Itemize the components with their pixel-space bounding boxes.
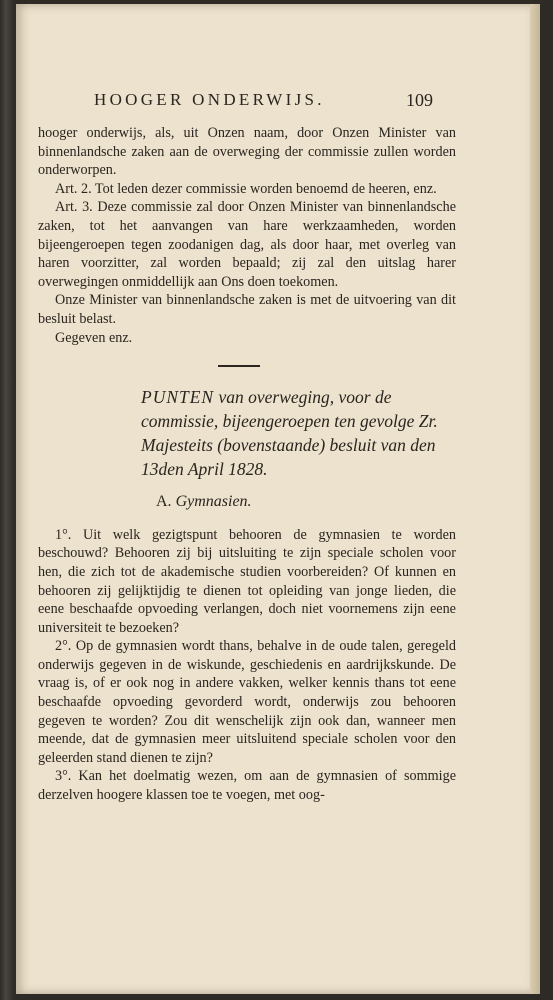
paragraph-gegeven: Gegeven enz. xyxy=(55,329,133,346)
section-heading xyxy=(156,493,456,512)
paragraph-art-2: Art. 2. Tot leden dezer commissie worden benoemd de heeren, enz. xyxy=(55,180,437,197)
section-letter: A. xyxy=(156,493,172,511)
divider-rule xyxy=(218,365,260,367)
paragraph-art-3: Art. 3. Deze commissie zal door Onzen Minister van binnenlandsche zaken, tot het aanvangen van hare werkzaamheden, worden bijeengeroepen tegen zoodanigen dag, als door haar, met overleg van haren voorzitter, zal worden bepaald; zij zal den uitslag harer overwegingen onmiddellijk aan Ons doen toekomen. xyxy=(38,199,456,290)
punten-word: PUNTEN xyxy=(141,387,215,408)
page-edge xyxy=(530,4,540,994)
paragraph-1: hooger onderwijs, als, uit Onzen naam, door Onzen Minister van binnenlandsche zaken aan de overweging der commissie zullen worden onderworpen. xyxy=(38,125,456,179)
running-title: HOOGER ONDERWIJS. xyxy=(94,90,325,109)
question-1: 1°. Uit welk gezigtspunt behooren de gymnasien te worden beschouwd? Behooren zij bij uitsluiting te zijn speciale scholen voor hen, die zich tot de akademische studien voorbereiden? Of kunnen en behooren zij gelijktijdig te dienen tot opleiding van jonge lieden, die eene beschaafde opvoeding verlangen, doch niet voornemens zijn eene universiteit te bezoeken? xyxy=(38,526,456,636)
punten-rest: van overweging, voor de commissie, bijeengeroepen ten gevolge Zr. Majesteits (bovenstaande) besluit van den 13den April 1828. xyxy=(141,387,438,480)
paragraph-minister: Onze Minister van binnenlandsche zaken is met de uitvoering van dit besluit belast. xyxy=(38,292,456,327)
punten-heading xyxy=(141,385,456,481)
question-3: 3°. Kan het doelmatig wezen, om aan de gymnasien of sommige derzelven hoogere klassen toe te voegen, met oog- xyxy=(38,768,456,804)
page-body xyxy=(38,124,456,805)
book-page xyxy=(16,4,540,994)
question-2: 2°. Op de gymnasien wordt thans, behalve in de oude talen, geregeld onderwijs gegeven in de wiskunde, geschiedenis en aardrijkskunde. De vraag is, of er ook nog in andere vakken, welker kennis thans tot eene beschaafde opvoeding gevorderd wordt, onderwijs zou behooren gegeven te worden? Zou dit wenschelijk zijn ook dan, wanneer men meende, dat de gymnasien meer uitsluitend speciale scholen voor den geleerden stand dienen te zijn? xyxy=(38,638,456,766)
page-number: 109 xyxy=(406,90,433,110)
section-title: Gymnasien. xyxy=(175,493,252,511)
